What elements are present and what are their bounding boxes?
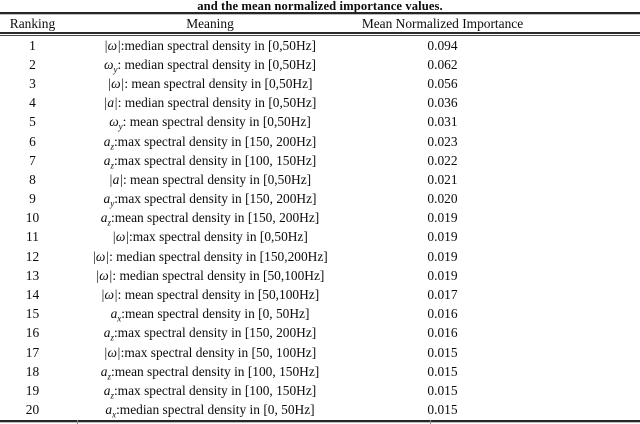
meaning-cell [65, 153, 355, 169]
ranking-cell: 18 [25, 363, 40, 379]
meaning-cell [65, 191, 355, 207]
table-row [0, 113, 640, 132]
ranking-cell: 9 [29, 191, 36, 207]
meaning-cell [65, 287, 355, 303]
feature-symbol-subscript: z [107, 217, 111, 228]
feature-symbol: |ω| [112, 229, 129, 245]
feature-symbol-subscript: z [110, 333, 114, 344]
header-importance: Mean Normalized Importance [361, 15, 524, 31]
ranking-cell: 15 [25, 306, 40, 322]
feature-description: :max spectral density in [150, 200Hz] [113, 325, 317, 341]
header-meaning: Meaning [186, 15, 234, 31]
meaning-cell [65, 364, 355, 380]
importance-cell: 0.016 [427, 306, 458, 322]
bottom-rule [0, 420, 640, 423]
meaning-cell [65, 345, 355, 361]
feature-symbol: a [103, 382, 111, 398]
table-body [0, 36, 640, 420]
feature-symbol: ω [103, 56, 114, 72]
feature-symbol-subscript: z [110, 160, 114, 171]
ranking-cell: 4 [29, 95, 36, 111]
feature-description: : mean spectral density in [0,50Hz] [124, 75, 313, 91]
ranking-cell: 10 [25, 210, 40, 226]
feature-symbol: |ω| [107, 75, 125, 91]
table-row [0, 266, 640, 285]
table-row [0, 151, 640, 170]
table-row [0, 190, 640, 209]
meaning-cell [65, 114, 355, 133]
bottom-tick [430, 420, 431, 424]
table-row [0, 132, 640, 151]
feature-symbol: a [103, 152, 111, 168]
ranking-cell: 16 [25, 325, 40, 341]
meaning-cell [65, 306, 355, 322]
meaning-cell [65, 172, 355, 188]
meaning-cell [65, 229, 355, 245]
ranking-cell: 11 [26, 229, 39, 245]
feature-description: :max spectral density in [50, 100Hz] [120, 344, 317, 360]
importance-cell: 0.015 [427, 402, 458, 418]
feature-description: :max spectral density in [100, 150Hz] [113, 152, 317, 168]
feature-description: :mean spectral density in [0, 50Hz] [121, 306, 310, 322]
ranking-cell: 17 [25, 344, 40, 360]
feature-description: : mean spectral density in [0,50Hz] [122, 114, 311, 130]
feature-description: : median spectral density in [150,200Hz] [109, 248, 328, 264]
ranking-cell: 1 [29, 37, 36, 53]
table-row [0, 381, 640, 400]
table-row [0, 401, 640, 420]
importance-cell: 0.023 [427, 133, 458, 149]
table-row [0, 247, 640, 266]
table-row [0, 55, 640, 74]
importance-cell: 0.031 [427, 114, 458, 130]
meaning-cell [65, 325, 355, 344]
ranking-cell: 12 [25, 248, 40, 264]
meaning-cell [65, 402, 355, 418]
feature-symbol: a [110, 306, 118, 322]
feature-symbol: a [103, 133, 111, 149]
ranking-cell: 14 [25, 287, 40, 303]
meaning-cell [65, 383, 355, 399]
ranking-cell: 3 [29, 75, 36, 91]
feature-symbol: ω [109, 114, 119, 130]
ranking-cell: 2 [29, 56, 36, 72]
feature-description: :max spectral density in [150, 200Hz] [113, 133, 317, 149]
feature-symbol-subscript: x [112, 409, 117, 420]
feature-symbol: |ω| [95, 267, 113, 283]
feature-symbol: |ω| [103, 37, 121, 53]
feature-symbol-subscript: y [118, 122, 123, 133]
importance-cell: 0.015 [427, 363, 458, 379]
feature-symbol: |ω| [103, 344, 121, 360]
table-row [0, 343, 640, 362]
header-ranking: Ranking [9, 15, 56, 31]
feature-description: : median spectral density in [0,50Hz] [117, 95, 317, 111]
table-row [0, 305, 640, 324]
feature-symbol-subscript: z [110, 390, 114, 401]
importance-cell: 0.062 [427, 56, 458, 72]
table-header-row [0, 15, 640, 32]
feature-symbol-subscript: x [117, 313, 122, 324]
feature-description: :median spectral density in [0,50Hz] [120, 37, 317, 53]
meaning-cell [65, 76, 355, 92]
importance-cell: 0.019 [427, 267, 458, 283]
bottom-tick [77, 420, 78, 424]
meaning-cell [65, 134, 355, 150]
table-row [0, 228, 640, 247]
feature-symbol: |ω| [92, 248, 110, 264]
feature-symbol-subscript: z [110, 141, 114, 152]
table-row [0, 209, 640, 228]
importance-cell: 0.015 [427, 382, 458, 398]
feature-symbol: |ω| [100, 287, 118, 303]
feature-symbol-subscript: y [110, 198, 115, 209]
feature-description: :max spectral density in [150, 200Hz] [114, 191, 317, 207]
feature-symbol: |a| [108, 171, 123, 187]
feature-description: :max spectral density in [0,50Hz] [128, 229, 308, 245]
feature-symbol: a [105, 402, 113, 418]
feature-symbol: |a| [103, 95, 118, 111]
meaning-cell [65, 249, 355, 265]
meaning-cell [65, 38, 355, 54]
table-row [0, 362, 640, 381]
importance-cell: 0.022 [427, 152, 458, 168]
meaning-cell [65, 57, 355, 73]
importance-cell: 0.019 [427, 229, 458, 245]
meaning-cell [65, 268, 355, 284]
table-row [0, 170, 640, 189]
importance-cell: 0.019 [427, 248, 458, 264]
importance-cell: 0.019 [427, 210, 458, 226]
importance-cell: 0.017 [427, 287, 458, 303]
feature-symbol-subscript: y [113, 64, 118, 75]
importance-cell: 0.020 [427, 191, 458, 207]
meaning-cell [65, 210, 355, 226]
importance-cell: 0.036 [427, 95, 458, 111]
feature-symbol: a [100, 210, 108, 226]
ranking-cell: 19 [25, 382, 40, 398]
feature-description: :max spectral density in [100, 150Hz] [113, 382, 317, 398]
table-row [0, 285, 640, 304]
table-caption: and the mean normalized importance values. [197, 0, 443, 12]
feature-symbol-subscript: z [107, 371, 111, 382]
table-row [0, 36, 640, 55]
ranking-cell: 20 [25, 402, 40, 418]
ranking-cell: 13 [25, 267, 40, 283]
feature-symbol: a [103, 191, 111, 207]
feature-description: : mean spectral density in [0,50Hz] [122, 171, 312, 187]
table-row [0, 74, 640, 93]
ranking-cell: 6 [29, 133, 36, 149]
feature-description: : mean spectral density in [50,100Hz] [117, 287, 320, 303]
meaning-cell [65, 95, 355, 111]
feature-description: : median spectral density in [50,100Hz] [112, 267, 325, 283]
ranking-cell: 8 [29, 171, 36, 187]
importance-cell: 0.016 [427, 325, 458, 341]
table-row [0, 324, 640, 343]
importance-cell: 0.015 [427, 344, 458, 360]
importance-cell: 0.056 [427, 75, 458, 91]
feature-description: : median spectral density in [0,50Hz] [117, 56, 317, 72]
ranking-cell: 7 [29, 152, 36, 168]
ranking-cell: 5 [29, 114, 36, 130]
table-row [0, 94, 640, 113]
importance-cell: 0.021 [427, 171, 458, 187]
feature-symbol: a [100, 363, 108, 379]
feature-description: :median spectral density in [0, 50Hz] [116, 402, 315, 418]
feature-description: :mean spectral density in [150, 200Hz] [110, 210, 320, 226]
feature-symbol: a [103, 325, 111, 341]
feature-description: :mean spectral density in [100, 150Hz] [110, 363, 320, 379]
importance-cell: 0.094 [427, 37, 458, 53]
